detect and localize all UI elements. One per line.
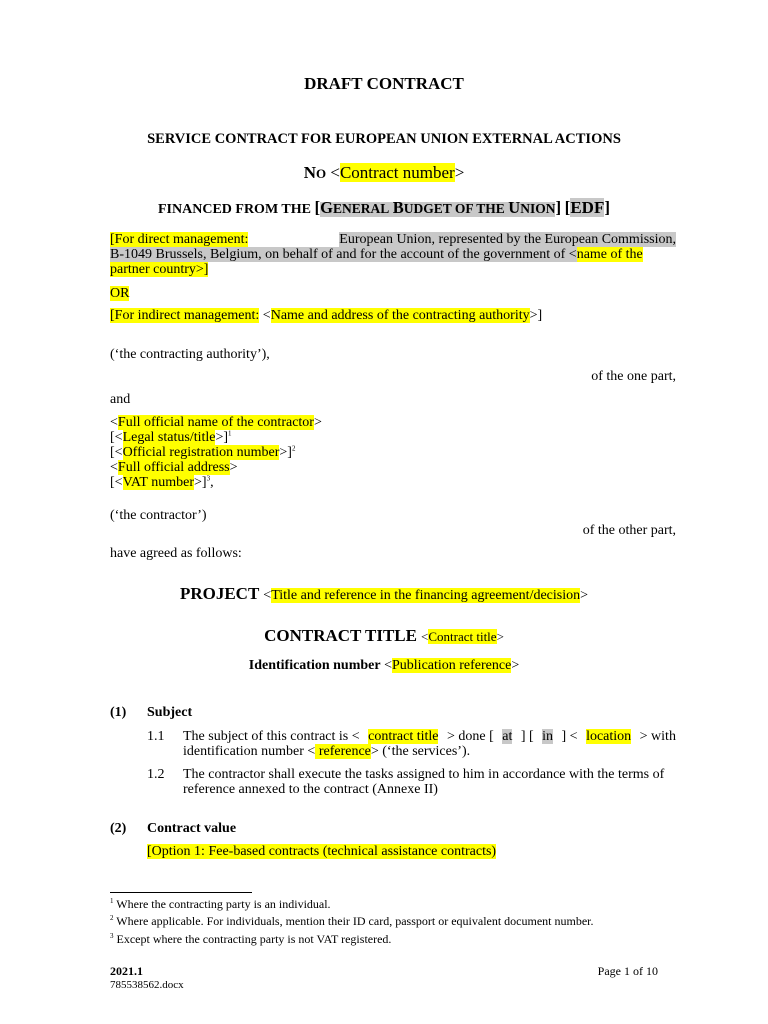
partner-country-placeholder: name of the	[576, 247, 643, 262]
footer-version: 2021.1	[110, 964, 143, 978]
contractor-role: (‘the contractor’)	[110, 508, 207, 523]
document-title: DRAFT CONTRACT	[304, 74, 464, 93]
publication-reference-placeholder: Publication reference	[392, 658, 512, 673]
reference-placeholder: reference	[315, 744, 371, 759]
legal-status-placeholder: Legal status/title	[122, 430, 216, 445]
project-line: PROJECT <Title and reference in the financing agreement/decision>	[179, 584, 589, 603]
contract-title-line: CONTRACT TITLE <Contract title>	[264, 626, 504, 645]
clause-1-1-text: The subject of this contract is < contract title > done [ at ] [ in ] < location > with identification number < reference> (‘the services’).	[183, 729, 676, 759]
edf-option: EDF	[570, 198, 605, 217]
footnote-separator	[110, 892, 252, 893]
agreed-label: have agreed as follows:	[110, 546, 242, 561]
vat-number-placeholder: VAT number	[122, 475, 194, 490]
clause-1-2-text: The contractor shall execute the tasks assigned to him in accordance with the terms of reference annexed to the contract (Annexe II)	[183, 767, 665, 797]
financed-line: FINANCED FROM THE [GENERAL BUDGET OF THE UNION] [EDF]	[158, 198, 610, 217]
option-1-label: [Option 1: Fee-based contracts (technical assistance contracts)	[147, 844, 497, 859]
general-budget-option: GENERAL BUDGET OF THE UNION	[320, 198, 556, 217]
section-2-title: Contract value	[147, 821, 237, 836]
registration-number-placeholder: Official registration number	[122, 445, 280, 460]
contract-number-line: NO <Contract number>	[303, 163, 465, 182]
contract-title-placeholder: Contract title	[428, 629, 497, 644]
footnote-1: $^1$ Where the contracting party is an individual.	[110, 897, 331, 911]
identification-line: Identification number <Publication reference>	[248, 658, 520, 673]
indirect-management-line: [For indirect management: <Name and address of the contracting authority>]	[110, 308, 543, 323]
section-2-number: (2)	[110, 821, 127, 836]
address-placeholder: Full official address	[117, 460, 230, 475]
indirect-management-label: [For indirect management:	[110, 308, 260, 323]
clause-1-1-number: 1.1	[147, 729, 165, 744]
project-title-placeholder: Title and reference in the financing agreement/decision	[271, 588, 581, 603]
contractor-block: <Full official name of the contractor> [<Legal status/title>]$^1$ [<Official registration number>]$^2$ <Full official address> [<VAT number>]$^3$,	[110, 415, 322, 490]
contracting-authority-placeholder: Name and address of the contracting authority	[270, 308, 530, 323]
footnote-3: $^3$ Except where the contracting party is not VAT registered.	[110, 932, 392, 946]
contractor-name-placeholder: Full official name of the contractor	[117, 415, 314, 430]
and-label: and	[110, 392, 131, 407]
section-1-number: (1)	[110, 705, 127, 720]
or-label: OR	[110, 286, 130, 301]
footer-filename: 785538562.docx	[110, 979, 184, 991]
footer-page-number: Page 1 of 10	[597, 964, 658, 978]
one-part-label: of the one part,	[591, 369, 676, 384]
direct-management-label: [For direct management:	[110, 232, 249, 247]
clause-contract-title-placeholder: contract title	[368, 729, 439, 744]
clause-1-2-number: 1.2	[147, 767, 165, 782]
direct-management-block: [For direct management: European Union, represented by the European Commission, B-1049 Brussels, Belgium, on behalf of and for the account of the government of <name of the partner country>]	[110, 232, 676, 277]
contracting-authority-role: (‘the contracting authority’),	[110, 347, 270, 362]
number-prefix: NO	[303, 163, 327, 182]
section-1-title: Subject	[147, 705, 193, 720]
document-subtitle: SERVICE CONTRACT FOR EUROPEAN UNION EXTERNAL ACTIONS	[147, 131, 621, 147]
footnote-2: $^2$ Where applicable. For individuals, mention their ID card, passport or equivalent document number.	[110, 914, 594, 928]
other-part-label: of the other part,	[582, 523, 676, 538]
location-placeholder: location	[586, 729, 632, 744]
contract-number-placeholder: Contract number	[339, 163, 455, 182]
